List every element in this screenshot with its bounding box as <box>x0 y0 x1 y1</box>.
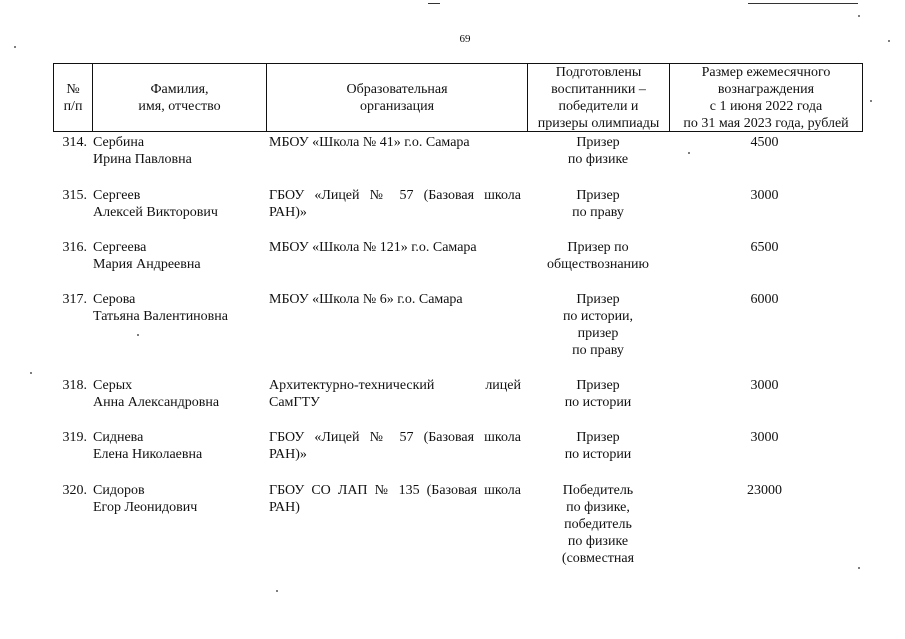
row-award: Призер по обществознанию <box>547 240 649 272</box>
row-name: Сиднева Елена Николаевна <box>93 430 203 462</box>
row-award: Победитель по физике, победитель по физике (совместная <box>561 483 635 566</box>
row-name: Сергеева Мария Андреевна <box>93 240 201 272</box>
header-olympiad: Подготовлены воспитанники – победители и призеры олимпиады <box>527 64 669 131</box>
row-amount: 6500 <box>750 240 779 255</box>
scan-line <box>748 3 858 4</box>
row-number: 317. <box>62 292 87 307</box>
row-award: Призер по истории <box>564 378 632 410</box>
row-number: 318. <box>62 378 87 393</box>
header-number: № п/п <box>63 81 83 114</box>
row-amount: 4500 <box>750 135 779 150</box>
scan-dot <box>858 15 860 17</box>
row-name: Сидоров Егор Леонидович <box>93 483 198 515</box>
page-number: 69 <box>459 33 471 45</box>
row-award: Призер по праву <box>572 188 624 220</box>
row-number: 314. <box>62 135 87 150</box>
row-number: 320. <box>62 483 87 498</box>
row-award: Призер по истории <box>564 430 632 462</box>
row-amount: 3000 <box>750 430 779 445</box>
scan-dot <box>276 590 278 592</box>
scan-dot <box>30 372 32 374</box>
row-organization: МБОУ «Школа № 6» г.о. Самара <box>269 292 463 307</box>
row-name: Сербина Ирина Павловна <box>93 135 192 167</box>
row-organization: ГБОУ «Лицей № 57 (Базовая школа РАН)» <box>269 188 521 220</box>
row-number: 316. <box>62 240 87 255</box>
row-award: Призер по истории, призер по праву <box>562 292 634 358</box>
scan-dot <box>858 567 860 569</box>
header-amount: Размер ежемесячного вознаграждения с 1 июня 2022 года по 31 мая 2023 года, рублей <box>669 64 862 131</box>
table-header <box>53 63 863 132</box>
row-amount: 3000 <box>750 378 779 393</box>
row-organization: МБОУ «Школа № 41» г.о. Самара <box>269 135 470 150</box>
row-amount: 23000 <box>747 483 782 498</box>
row-organization: Архитектурно-технический лицей СамГТУ <box>269 378 521 410</box>
row-award: Призер по физике <box>567 135 629 167</box>
row-organization: МБОУ «Школа № 121» г.о. Самара <box>269 240 477 255</box>
row-amount: 3000 <box>750 188 779 203</box>
row-organization: ГБОУ СО ЛАП № 135 (Базовая школа РАН) <box>269 483 521 515</box>
row-name: Серых Анна Александровна <box>93 378 220 410</box>
scan-line <box>428 3 440 4</box>
row-amount: 6000 <box>750 292 779 307</box>
header-name: Фамилия, имя, отчество <box>92 64 266 131</box>
scan-dot <box>870 100 872 102</box>
header-organization: Образовательная организация <box>266 64 527 131</box>
scan-dot <box>688 152 690 154</box>
row-organization: ГБОУ «Лицей № 57 (Базовая школа РАН)» <box>269 430 521 462</box>
row-number: 315. <box>62 188 87 203</box>
row-name: Серова Татьяна Валентиновна <box>93 292 228 324</box>
row-number: 319. <box>62 430 87 445</box>
scan-dot <box>137 334 139 336</box>
row-name: Сергеев Алексей Викторович <box>93 188 218 220</box>
scan-dot <box>14 46 16 48</box>
